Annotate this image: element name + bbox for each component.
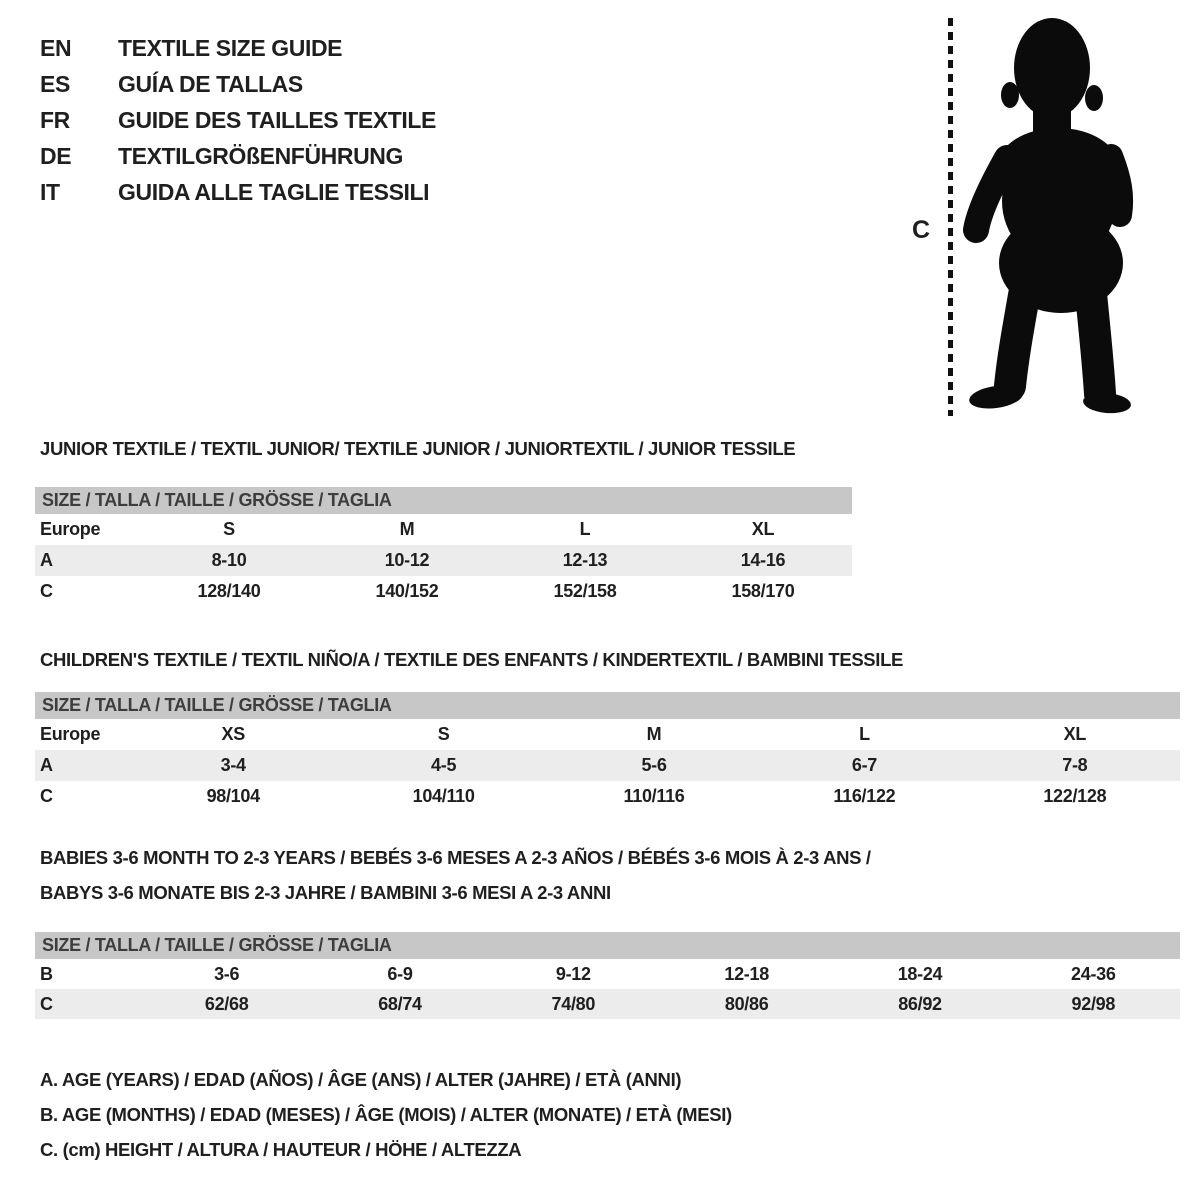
language-row-en — [40, 30, 436, 66]
row-label: C — [40, 993, 53, 1014]
language-code: FR — [40, 106, 70, 133]
babies-section-title — [40, 840, 871, 910]
table-cell: 110/116 — [623, 786, 685, 806]
size-header-bar: SIZE / TALLA / TAILLE / GRÖSSE / TAGLIA — [35, 932, 1180, 959]
table-cell: L — [859, 724, 870, 744]
size-header-bar: SIZE / TALLA / TAILLE / GRÖSSE / TAGLIA — [35, 692, 1180, 719]
legend-line-c: C. (cm) HEIGHT / ALTURA / HAUTEUR / HÖHE / ALTEZZA — [40, 1139, 522, 1160]
table-cell: 18-24 — [897, 963, 943, 984]
table-cell: 98/104 — [206, 786, 260, 806]
language-title: GUÍA DE TALLAS — [118, 70, 303, 97]
table-cell: S — [437, 724, 450, 744]
table-cell: 6-9 — [387, 963, 413, 984]
children-size-table — [35, 692, 1180, 812]
table-cell: 9-12 — [555, 963, 591, 984]
table-row-europe — [35, 514, 852, 545]
table-cell: 86/92 — [898, 993, 942, 1014]
language-row-it — [40, 174, 436, 210]
babies-size-table — [35, 932, 1180, 1019]
table-cell: XS — [221, 724, 245, 744]
table-cell: XL — [1063, 724, 1087, 744]
table-row-age — [35, 750, 1180, 781]
row-label: A — [40, 550, 53, 570]
row-label: A — [40, 755, 53, 775]
size-header-bar: SIZE / TALLA / TAILLE / GRÖSSE / TAGLIA — [35, 487, 852, 514]
height-measure-label: C — [912, 216, 931, 244]
table-cell: 14-16 — [740, 550, 786, 570]
table-cell: 92/98 — [1071, 993, 1116, 1014]
language-code: EN — [40, 34, 72, 61]
table-cell: L — [579, 519, 591, 539]
language-code: IT — [40, 178, 60, 205]
table-cell: 152/158 — [553, 581, 617, 601]
language-row-de — [40, 138, 436, 174]
table-cell: M — [646, 724, 662, 744]
table-row-height — [35, 781, 1180, 812]
table-cell: 128/140 — [197, 581, 261, 601]
table-cell: 68/74 — [378, 993, 422, 1014]
table-cell: XL — [751, 519, 775, 539]
table-cell: 12-13 — [562, 550, 608, 570]
legend-line-b: B. AGE (MONTHS) / EDAD (MESES) / ÂGE (MOIS) / ALTER (MONATE) / ETÀ (MESI) — [40, 1104, 732, 1125]
table-row-height — [35, 576, 852, 607]
table-cell: 122/128 — [1043, 786, 1107, 806]
section-title-line: BABYS 3-6 MONATE BIS 2-3 JAHRE / BAMBINI 3-6 MESI A 2-3 ANNI — [40, 882, 611, 903]
table-cell: 8-10 — [211, 550, 247, 570]
table-cell: 12-18 — [724, 963, 769, 984]
table-cell: 140/152 — [375, 581, 439, 601]
language-title: GUIDE DES TAILLES TEXTILE — [118, 106, 436, 133]
junior-size-table — [35, 487, 852, 607]
table-cell: M — [399, 519, 415, 539]
table-cell: 5-6 — [641, 755, 667, 775]
table-cell: 158/170 — [731, 581, 795, 601]
language-list — [40, 30, 436, 210]
section-title-line: JUNIOR TEXTILE / TEXTIL JUNIOR/ TEXTILE JUNIOR / JUNIORTEXTIL / JUNIOR TESSILE — [40, 438, 796, 459]
table-cell: S — [223, 519, 235, 539]
table-cell: 116/122 — [833, 786, 896, 806]
table-cell: 3-6 — [214, 963, 240, 984]
table-cell: 74/80 — [551, 993, 596, 1014]
language-title: GUIDA ALLE TAGLIE TESSILI — [118, 178, 430, 205]
table-cell: 4-5 — [431, 755, 457, 775]
table-cell: 104/110 — [412, 786, 475, 806]
children-section-title — [40, 642, 903, 677]
table-cell: 10-12 — [384, 550, 430, 570]
language-title: TEXTILGRÖßENFÜHRUNG — [118, 142, 403, 169]
section-title-line: BABIES 3-6 MONTH TO 2-3 YEARS / BEBÉS 3-6 MESES A 2-3 AÑOS / BÉBÉS 3-6 MOIS À 2-3 ANS / — [40, 847, 871, 868]
row-label: B — [40, 963, 53, 984]
table-cell: 80/86 — [724, 993, 769, 1014]
table-cell: 62/68 — [204, 993, 249, 1014]
table-cell: 3-4 — [220, 755, 246, 775]
table-row-height — [35, 989, 1180, 1019]
table-cell: 7-8 — [1062, 755, 1088, 775]
section-title-line: CHILDREN'S TEXTILE / TEXTIL NIÑO/A / TEXTILE DES ENFANTS / KINDERTEXTIL / BAMBINI TESSILE — [40, 649, 904, 670]
table-row-age — [35, 545, 852, 576]
row-label: C — [40, 786, 53, 806]
table-row-europe — [35, 719, 1180, 750]
row-label: Europe — [40, 519, 101, 539]
row-label: Europe — [40, 724, 101, 744]
table-cell: 24-36 — [1071, 963, 1116, 984]
height-measure-line — [948, 18, 953, 416]
language-code: DE — [40, 142, 72, 169]
toddler-silhouette-icon — [963, 16, 1138, 420]
language-title: TEXTILE SIZE GUIDE — [118, 34, 343, 61]
language-row-es — [40, 66, 436, 102]
language-code: ES — [40, 70, 70, 97]
measurement-legend — [40, 1062, 732, 1167]
table-row-months — [35, 959, 1180, 989]
language-row-fr — [40, 102, 436, 138]
legend-line-a: A. AGE (YEARS) / EDAD (AÑOS) / ÂGE (ANS) / ALTER (JAHRE) / ETÀ (ANNI) — [40, 1069, 682, 1090]
junior-section-title — [40, 431, 795, 466]
row-label: C — [40, 581, 53, 601]
table-cell: 6-7 — [851, 755, 877, 775]
